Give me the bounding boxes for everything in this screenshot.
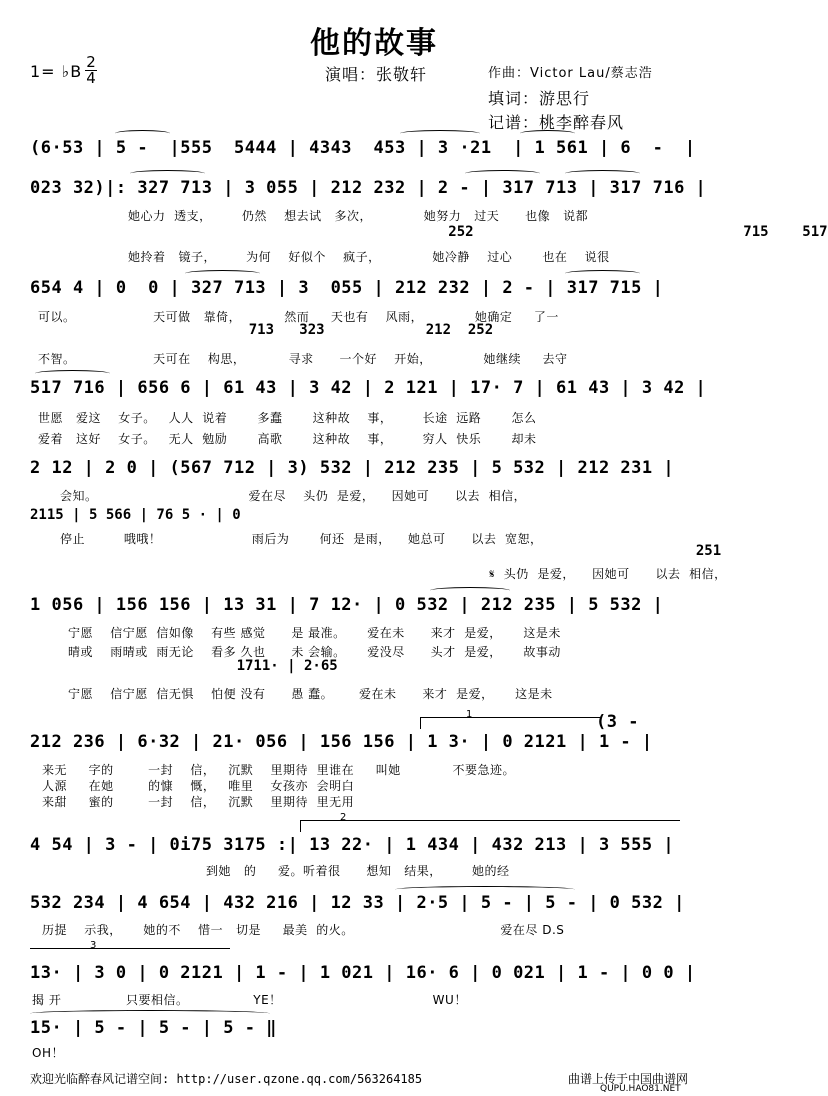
notation-line-8: 4 54 | 3 - | 0i75 3175 :| 13 22· | 1 434 | 432 213 | 3 555 | — [30, 835, 675, 855]
lyrics-6d: 宁愿 信宁愿 信无惧 怕便 没有 愚 蠢。 爱在未 来才 是爱， 这是未 — [68, 687, 553, 701]
volta-3-line — [30, 948, 230, 949]
lyrics-6c: 1711· | 2·65 — [68, 658, 338, 674]
notation-line-9: 532 234 | 4 654 | 432 216 | 12 33 | 2·5 | 5 - | 5 - | 0 532 | — [30, 893, 685, 913]
lyrics-7c: 来甜 蜜的 一封 信， 沉默 里期待 里无用 — [42, 795, 355, 809]
lyrics-5b: 2115 | 5 566 | 76 5 · | 0 — [30, 507, 241, 523]
notation-line-6: 1 056 | 156 156 | 13 31 | 7 12· | 0 532 | 212 235 | 5 532 | — [30, 595, 664, 615]
notation-line-2: 023 32)|: 327 713 | 3 055 | 212 232 | 2 - | 317 713 | 317 716 | — [30, 178, 707, 198]
notation-line-7: 212 236 | 6·32 | 21· 056 | 156 156 | 1 3· | 0 2121 | 1 - | — [30, 732, 653, 752]
time-sig-num: 2 — [86, 53, 96, 71]
lyrics-8a: 到她 的 爱。听着很 想知 结果， 她的经 — [42, 864, 510, 878]
notation-line-10: 13· | 3 0 | 0 2121 | 1 - | 1 021 | 16· 6 | 0 021 | 1 - | 0 0 | — [30, 963, 696, 983]
notation-line-4: 517 716 | 656 6 | 61 43 | 3 42 | 2 121 | 17· 7 | 61 43 | 3 42 | — [30, 378, 707, 398]
lyrics-7a: 来无 字的 一封 信， 沉默 里期待 里谁在 叫她 不要急迹。 — [42, 763, 516, 777]
repeat-bracket: (3 - — [596, 712, 639, 732]
lyrics-2b: 252 715 517 — [128, 224, 828, 240]
volta-1-line — [420, 717, 600, 718]
lyrics-11a: OH！ — [32, 1046, 64, 1060]
lyrics-2a: 她心力 透支， 仍然 想去试 多次， 她努力 过天 也像 说都 — [128, 209, 589, 223]
lyrics-3c: 不智。 天可在 构思， 寻求 一个好 开始， 她继续 去守 — [38, 352, 568, 366]
key-signature: 1= ♭B — [30, 62, 83, 81]
notation-line-11: 15· | 5 - | 5 - | 5 - ‖ — [30, 1018, 277, 1038]
lyrics-3b: 713 323 212 252 — [38, 322, 494, 338]
lyrics-5d: 251 — [30, 543, 722, 559]
footer-text: 欢迎光临醉春风记谱空间: http://user.qzone.qq.com/563264185 — [30, 1072, 423, 1086]
singer: 演唱：张敬轩 — [325, 65, 428, 84]
lyricist: 填词：游思行 — [488, 89, 591, 108]
score-title: 他的故事 — [310, 26, 438, 61]
composer: 作曲：Victor Lau/蔡志浩 — [488, 66, 653, 81]
lyrics-5a: 会知。 爱在尽 头仍 是爱， 因她可 以去 相信， — [60, 489, 527, 503]
volta-3-label: 3 — [90, 940, 97, 951]
lyrics-3a: 可以。 天可做 靠倚， 然而 天也有 风雨， 她确定 了一 — [38, 310, 559, 324]
transcriber: 记谱：桃李醉春风 — [488, 113, 625, 132]
lyrics-10a: 揭 开 只要相信。 YE！ WU！ — [32, 993, 467, 1007]
watermark-url: QUPU.HAO81.NET — [600, 1084, 681, 1094]
lyrics-5e: 𝄋 头仍 是爱， 因她可 以去 相信， — [360, 567, 727, 581]
lyrics-6a: 宁愿 信宁愿 信如像 有些 感觉 是 最准。 爱在未 来才 是爱， 这是未 — [68, 626, 561, 640]
volta-1-label: 1 — [466, 709, 473, 720]
watermark-cn: 曲谱上传于中国曲谱网 — [568, 1072, 689, 1086]
lyrics-2c: 她拎着 镜子， 为何 好似个 疯子， 她冷静 过心 也在 说很 — [128, 250, 610, 264]
notation-line-1: (6·53 | 5 - |555 5444 | 4343 453 | 3 ·21 | 1 561 | 6 - | — [30, 138, 696, 158]
lyrics-6b: 晴或 雨晴或 雨无论 看多 久也 未 会输。 爱没尽 头才 是爱， 故事动 — [68, 645, 561, 659]
lyrics-4a: 世愿 爱这 女子。 人人 说着 多蠢 这种故 事， 长途 远路 怎么 — [38, 411, 537, 425]
notation-line-3: 654 4 | 0 0 | 327 713 | 3 055 | 212 232 | 2 - | 317 715 | — [30, 278, 664, 298]
lyrics-5c: 停止 哦哦！ 雨后为 何还 是雨， 她总可 以去 宽恕， — [60, 532, 543, 546]
time-sig-den: 4 — [86, 69, 96, 87]
lyrics-4b: 爱着 这好 女子。 无人 勉励 高歌 这种故 事， 穷人 快乐 却未 — [38, 432, 537, 446]
volta-2-label: 2 — [340, 812, 347, 823]
lyrics-7b: 人源 在她 的慷 慨， 唯里 女孩亦 会明白 — [42, 779, 355, 793]
volta-2-line — [300, 820, 680, 821]
notation-line-5: 2 12 | 2 0 | (567 712 | 3) 532 | 212 235 | 5 532 | 212 231 | — [30, 458, 675, 478]
lyrics-9a: 历提 示我， 她的不 惜一 切是 最美 的火。 爱在尽 D.S — [42, 923, 565, 937]
